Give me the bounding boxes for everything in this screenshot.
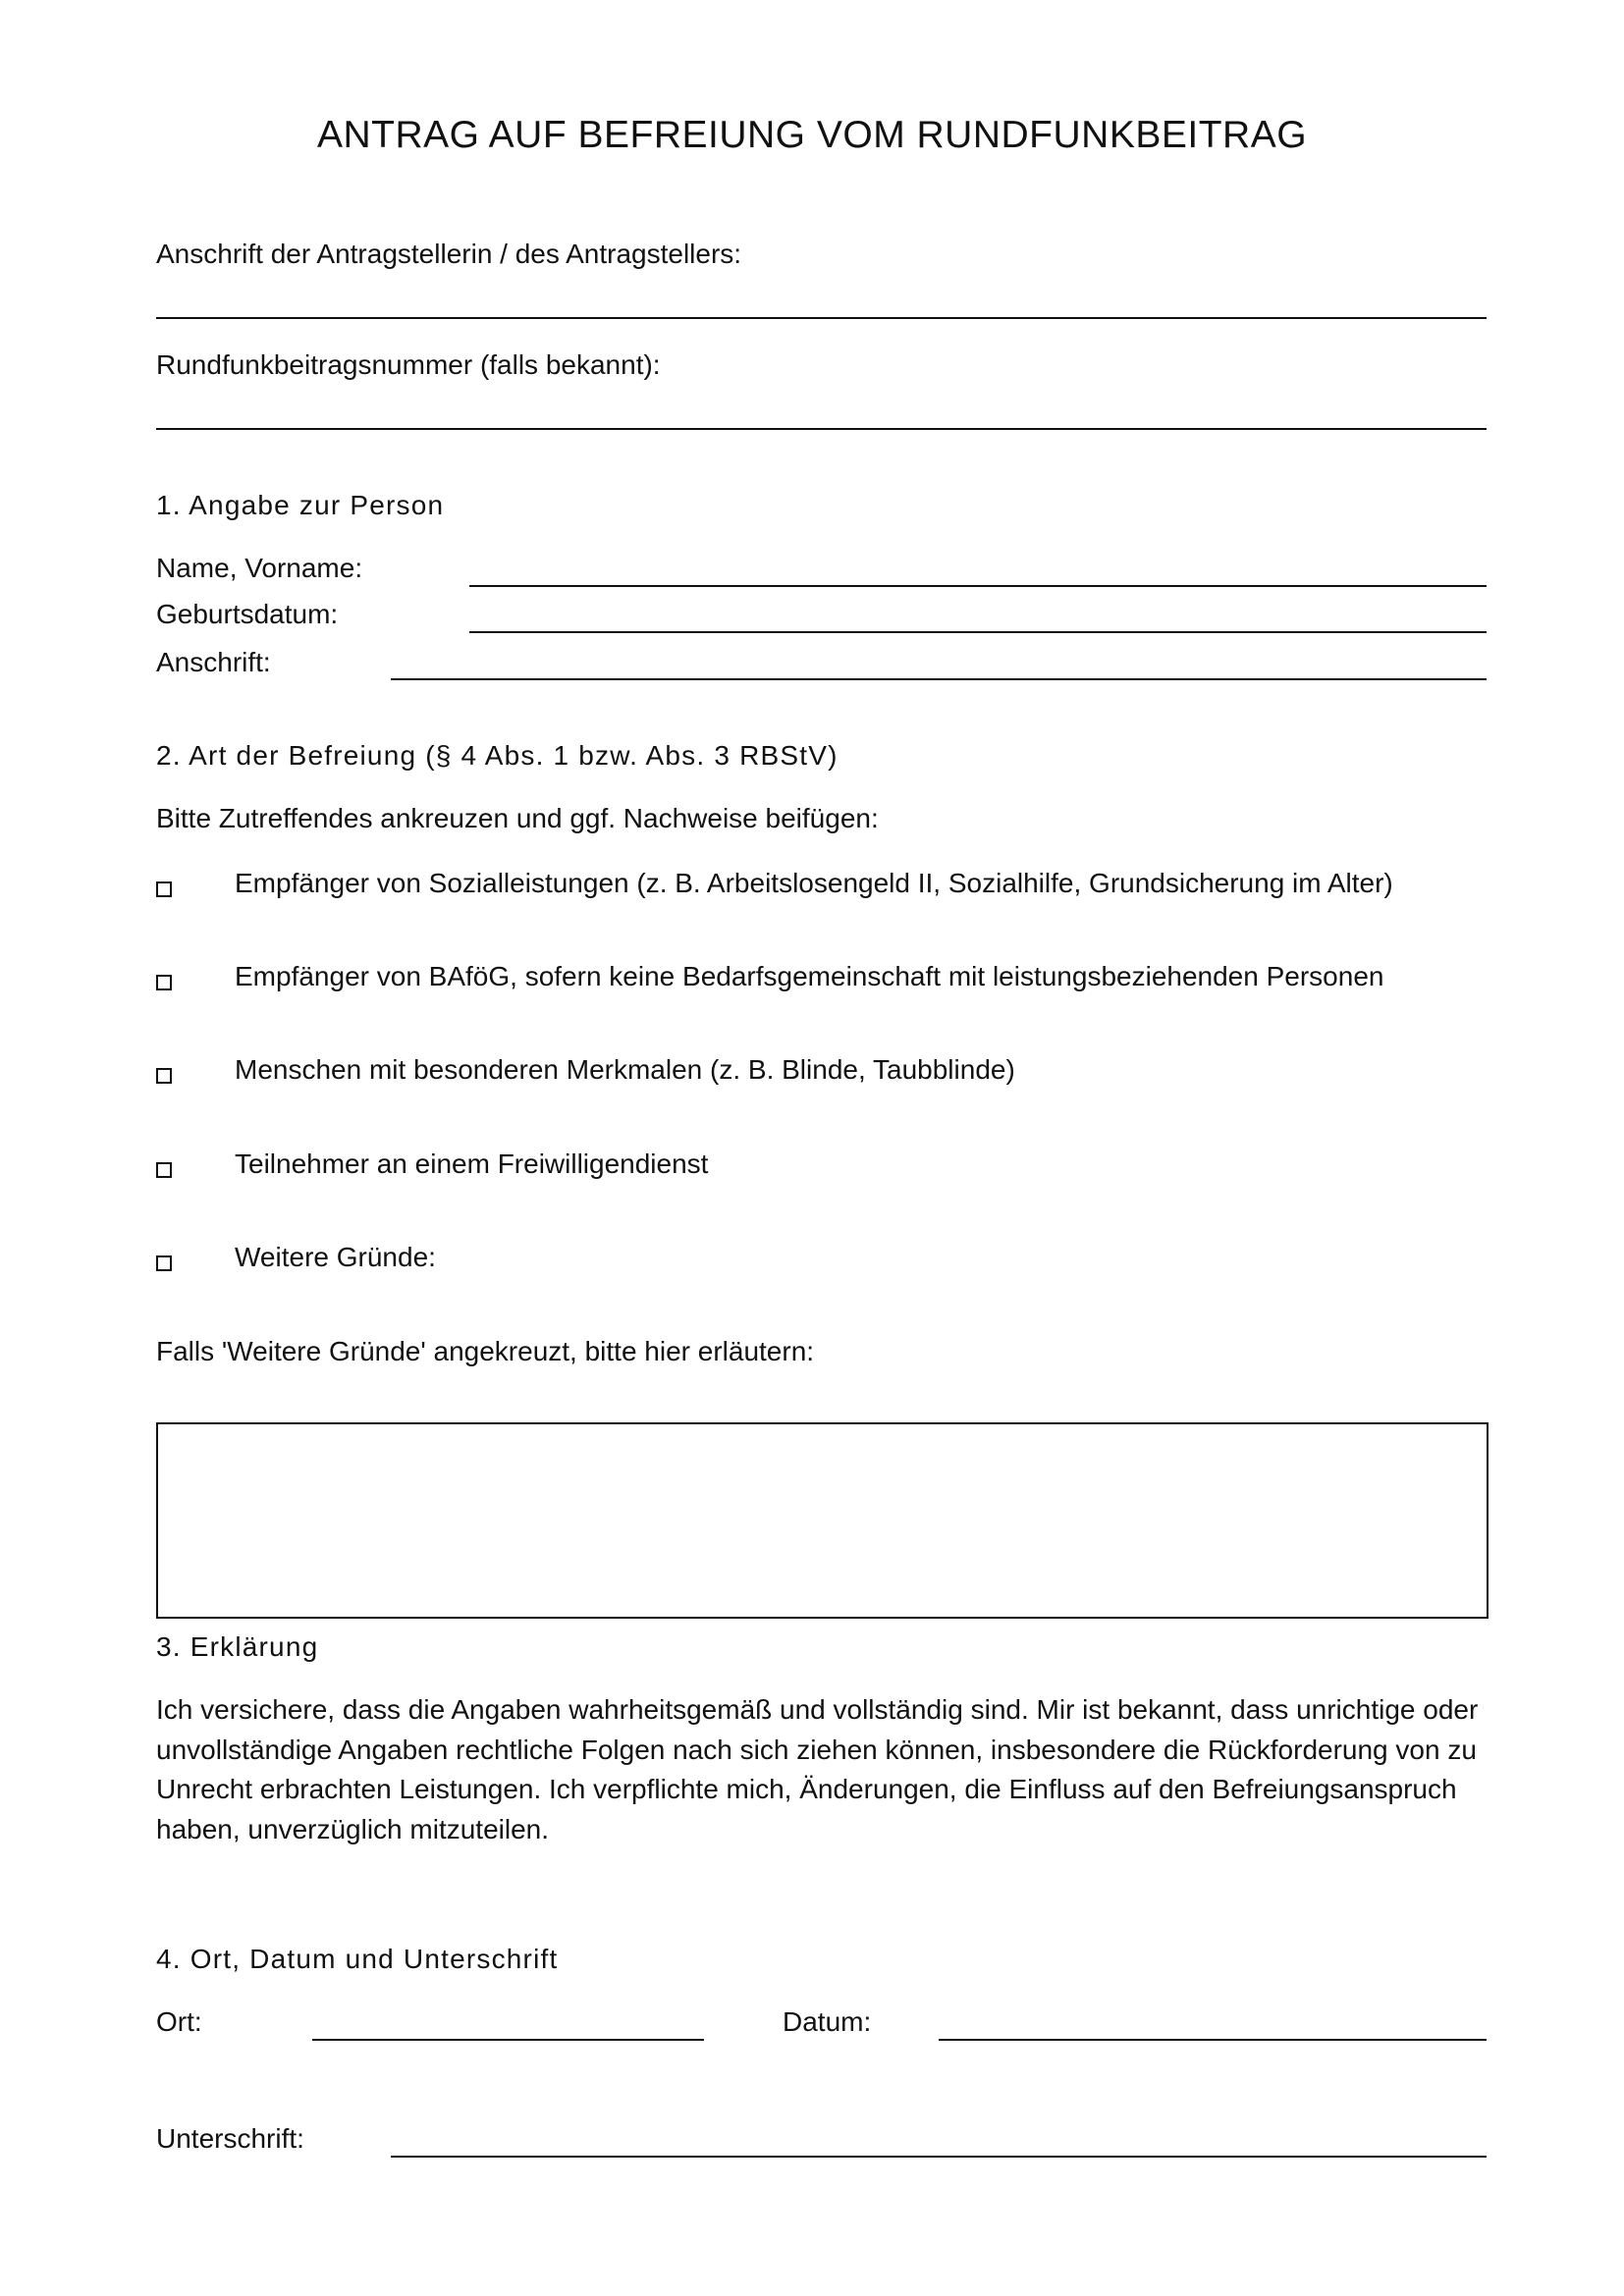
section3-heading: 3. Erklärung	[156, 1631, 319, 1662]
section4-heading: 4. Ort, Datum und Unterschrift	[156, 1944, 559, 1974]
option-label-bafoeg: Empfänger von BAföG, sofern keine Bedarfsgemeinschaft mit leistungsbeziehenden Personen	[235, 961, 1384, 991]
option-label-voluntary-service: Teilnehmer an einem Freiwilligendienst	[235, 1148, 709, 1179]
checkbox-bafoeg[interactable]	[156, 975, 172, 990]
contribution-number-field[interactable]	[156, 428, 1487, 430]
other-reasons-instruction: Falls 'Weitere Gründe' angekreuzt, bitte hier erläutern:	[156, 1336, 815, 1366]
signature-label: Unterschrift:	[156, 2123, 304, 2154]
form-title: ANTRAG AUF BEFREIUNG VOM RUNDFUNKBEITRAG	[316, 114, 1308, 156]
place-label: Ort:	[156, 2006, 202, 2037]
signature-field[interactable]	[391, 2156, 1487, 2158]
other-reasons-textbox[interactable]	[156, 1422, 1489, 1619]
option-label-social-benefits: Empfänger von Sozialleistungen (z. B. Arbeitslosengeld II, Sozialhilfe, Grundsicherung im Alter)	[235, 868, 1393, 898]
contribution-number-label: Rundfunkbeitragsnummer (falls bekannt):	[156, 349, 661, 380]
birthdate-label: Geburtsdatum:	[156, 599, 339, 629]
name-field[interactable]	[469, 585, 1487, 587]
person-address-label: Anschrift:	[156, 647, 271, 677]
section1-heading: 1. Angabe zur Person	[156, 490, 445, 520]
date-field[interactable]	[939, 2039, 1487, 2041]
declaration-line: Ich versichere, dass die Angaben wahrheitsgemäß und vollständig sind. Mir ist bekannt, dass unrichtige oder	[156, 1694, 1479, 1725]
birthdate-field[interactable]	[469, 631, 1487, 633]
person-address-field[interactable]	[391, 678, 1487, 680]
exemption-instruction: Bitte Zutreffendes ankreuzen und ggf. Nachweise beifügen:	[156, 803, 879, 833]
checkbox-social-benefits[interactable]	[156, 881, 172, 897]
declaration-line: Unrecht erbrachten Leistungen. Ich verpflichte mich, Änderungen, die Einfluss auf den Befreiungsanspruch	[156, 1774, 1457, 1804]
declaration-line: haben, unverzüglich mitzuteilen.	[156, 1813, 550, 1844]
option-label-other-reasons: Weitere Gründe:	[235, 1242, 436, 1272]
checkbox-voluntary-service[interactable]	[156, 1162, 172, 1178]
declaration-line: unvollständige Angaben rechtliche Folgen nach sich ziehen können, insbesondere die Rückforderung von zu	[156, 1734, 1477, 1765]
section2-heading: 2. Art der Befreiung (§ 4 Abs. 1 bzw. Abs. 3 RBStV)	[156, 740, 839, 771]
checkbox-special-characteristics[interactable]	[156, 1068, 172, 1084]
checkbox-other-reasons[interactable]	[156, 1255, 172, 1271]
place-field[interactable]	[312, 2039, 704, 2041]
name-label: Name, Vorname:	[156, 553, 363, 583]
declaration-text	[156, 1690, 1487, 1849]
applicant-address-field[interactable]	[156, 317, 1487, 319]
applicant-address-label: Anschrift der Antragstellerin / des Antragstellers:	[156, 239, 742, 269]
date-label: Datum:	[783, 2006, 872, 2037]
option-label-special-characteristics: Menschen mit besonderen Merkmalen (z. B. Blinde, Taubblinde)	[235, 1054, 1015, 1085]
